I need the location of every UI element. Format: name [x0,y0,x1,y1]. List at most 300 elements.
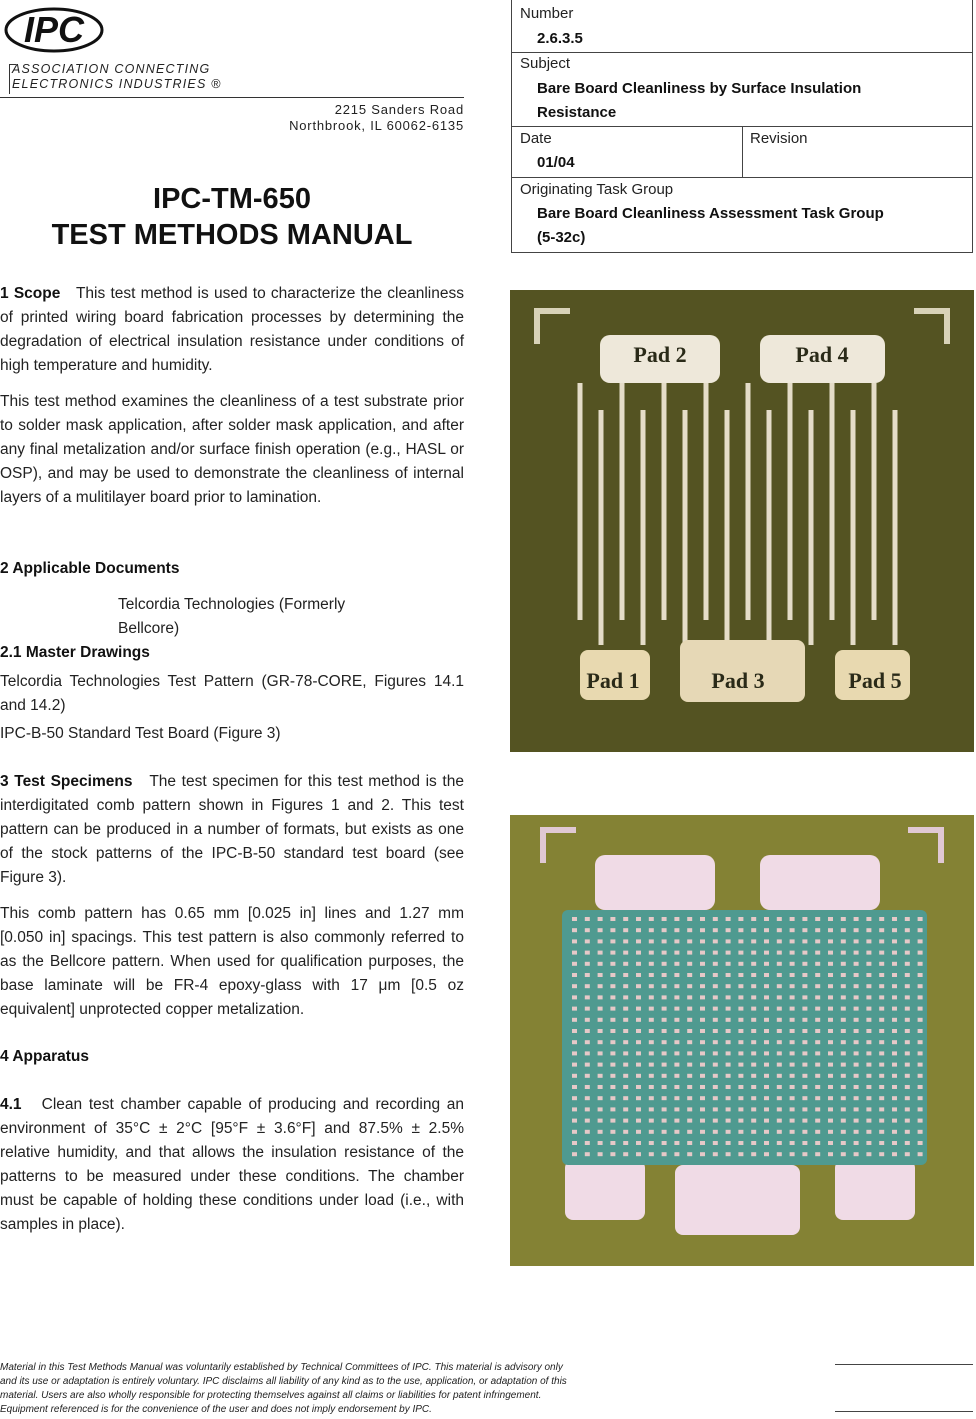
mask-opening [713,962,718,966]
mask-opening [610,1074,615,1078]
mask-opening [598,1040,603,1044]
mask-opening [802,995,807,999]
mask-opening [636,939,641,943]
mask-opening [854,939,859,943]
section-3 [0,770,464,1022]
mask-opening [905,1152,910,1156]
mask-opening [841,1007,846,1011]
mask-opening [879,1029,884,1033]
mask-opening [751,1074,756,1078]
mask-opening [802,1130,807,1134]
mask-opening [585,984,590,988]
mask-opening [726,928,731,932]
mask-opening [892,1074,897,1078]
mask-opening [700,1040,705,1044]
mask-opening [854,995,859,999]
mask-opening [841,1085,846,1089]
mask-opening [879,1074,884,1078]
mask-opening [790,1152,795,1156]
mask-opening [802,1085,807,1089]
mask-opening [623,973,628,977]
mask-opening [738,984,743,988]
assoc-bracket [9,64,10,94]
mask-opening [777,951,782,955]
mask-opening [892,1040,897,1044]
mask-opening [662,973,667,977]
mask-opening [623,928,628,932]
mask-opening [649,1141,654,1145]
mask-opening [662,1119,667,1123]
address-line1: 2215 Sanders Road [334,102,464,117]
mask-opening [751,984,756,988]
section-2-reference: Telcordia Technologies (Formerly Bellcore) [118,596,346,637]
mask-opening [598,984,603,988]
section-3-heading: 3 Test Specimens [0,773,133,790]
mask-opening [764,962,769,966]
mask-opening [828,995,833,999]
mask-opening [610,1063,615,1067]
mask-opening [918,951,923,955]
mask-opening [662,1074,667,1078]
section-2-1-paragraph-1: Telcordia Technologies Test Pattern (GR-78-CORE, Figures 14.1 and 14.2) [0,673,464,714]
mask-opening [777,1119,782,1123]
revision-label: Revision [750,130,808,147]
section-3-paragraph-2: This comb pattern has 0.65 mm [0.025 in] lines and 1.27 mm [0.050 in] spacings. This test pattern is also commonly referred to as the Bellcore pattern. When used for qualification purposes, the base laminate will be FR-4 epoxy-glass with 17 μm [0.5 oz equivalent] unprotected copper metalization. [0,905,464,1018]
mask-opening [841,984,846,988]
mask-opening [649,939,654,943]
mask-opening [764,995,769,999]
disclaimer-line4: Equipment referenced is for the convenience of the user and does not imply endorsement by IPC. [0,1404,432,1415]
mask-opening [905,984,910,988]
mask-opening [598,995,603,999]
mask-opening [802,973,807,977]
mask-opening [854,1007,859,1011]
mask-opening [713,1107,718,1111]
mask-opening [751,1018,756,1022]
mask-opening [610,1007,615,1011]
mask-opening [854,984,859,988]
mask-opening [879,1107,884,1111]
mask-opening [918,995,923,999]
mask-opening [700,1130,705,1134]
mask-opening [790,1018,795,1022]
mask-opening [815,1141,820,1145]
mask-opening [713,1063,718,1067]
mask-opening [751,1119,756,1123]
mask-opening [918,1152,923,1156]
mask-opening [687,995,692,999]
mask-opening [662,928,667,932]
mask-opening [828,973,833,977]
mask-opening [738,1152,743,1156]
mask-opening [713,1085,718,1089]
mask-opening [585,1029,590,1033]
footer-rule-bottom [835,1411,973,1412]
mask-opening [636,1141,641,1145]
mask-opening [738,1040,743,1044]
mask-opening [572,1152,577,1156]
mask-opening [572,1018,577,1022]
mask-opening [585,1152,590,1156]
mask-opening [905,1130,910,1134]
date-label: Date [520,130,552,147]
mask-opening [866,984,871,988]
mask-opening [700,962,705,966]
mask-opening [802,951,807,955]
mask-opening [687,1141,692,1145]
mask-opening [623,1085,628,1089]
mask-opening [879,1007,884,1011]
pad-4-label: Pad 4 [795,342,849,367]
mask-opening [726,1018,731,1022]
mask-opening [764,973,769,977]
mask-opening [841,1107,846,1111]
mask-opening [649,995,654,999]
mask-opening [815,1051,820,1055]
mask-opening [828,917,833,921]
mask-opening [764,1029,769,1033]
mask-opening [713,1096,718,1100]
mask-opening [905,1096,910,1100]
mask-opening [726,1107,731,1111]
mask-opening [623,1152,628,1156]
mask-opening [790,939,795,943]
mask-opening [610,1018,615,1022]
mask-opening [649,928,654,932]
mask-opening [738,995,743,999]
mask-opening [777,1040,782,1044]
mask-opening [610,1096,615,1100]
mask-opening [828,1130,833,1134]
section-2-1 [0,670,464,746]
mask-opening [700,1107,705,1111]
mask-opening [866,951,871,955]
solder-mask-pattern-photo [510,815,974,1266]
mask-opening [636,962,641,966]
mask-opening [598,1141,603,1145]
mask-opening [866,1051,871,1055]
mask-opening [636,1085,641,1089]
mask-opening [918,1130,923,1134]
mask-opening [649,1029,654,1033]
mask-opening [879,939,884,943]
subject-line2: Resistance [537,104,617,121]
mask-opening [674,1141,679,1145]
table-divider [512,177,972,178]
mask-opening [892,1119,897,1123]
mask-opening [649,962,654,966]
mask-opening [854,1096,859,1100]
mask-opening [790,1085,795,1089]
mask-opening [623,1063,628,1067]
mask-opening [854,928,859,932]
mask-opening [802,1074,807,1078]
mask-opening [866,1141,871,1145]
mask-opening [854,1074,859,1078]
mask-opening [585,995,590,999]
address-line2: Northbrook, IL 60062-6135 [289,118,464,133]
mask-opening [700,1141,705,1145]
mask-opening [662,1085,667,1089]
mask-opening [623,1029,628,1033]
mask-opening [610,1107,615,1111]
mask-opening [918,1074,923,1078]
mask-opening [585,928,590,932]
mask-opening [598,939,603,943]
mask-opening [866,1018,871,1022]
mask-opening [841,962,846,966]
mask-opening [738,1141,743,1145]
mask-opening [764,1040,769,1044]
mask-opening [623,1040,628,1044]
mask-opening [751,1130,756,1134]
mask-opening [905,917,910,921]
mask-opening [700,1063,705,1067]
mask-opening [790,1040,795,1044]
mask-opening [892,1130,897,1134]
mask-opening [700,939,705,943]
mask-opening [700,973,705,977]
mask-opening [764,1074,769,1078]
mask-opening [777,917,782,921]
mask-opening [815,917,820,921]
mask-opening [700,984,705,988]
mask-opening [879,1130,884,1134]
mask-opening [610,1051,615,1055]
mask-opening [572,928,577,932]
mask-opening [687,1152,692,1156]
mask-opening [828,1107,833,1111]
mask-opening [713,1007,718,1011]
mask-opening [854,1063,859,1067]
mask-opening [828,1141,833,1145]
mask-opening [892,1096,897,1100]
mask-opening [674,1152,679,1156]
mask-opening [636,1063,641,1067]
mask-opening [751,995,756,999]
mask-opening [764,917,769,921]
mask-opening [636,995,641,999]
mask-opening [790,1051,795,1055]
mask-opening [598,1152,603,1156]
mask-opening [687,951,692,955]
mask-opening [841,951,846,955]
mask-opening [598,928,603,932]
mask-opening [598,1029,603,1033]
mask-opening [662,917,667,921]
mask-opening [815,1018,820,1022]
mask-opening [572,1130,577,1134]
mask-opening [585,939,590,943]
pad-5-label: Pad 5 [848,668,902,693]
mask-opening [777,1029,782,1033]
mask-opening [802,1063,807,1067]
mask-opening [662,1018,667,1022]
mask-opening [790,1141,795,1145]
mask-opening [879,1141,884,1145]
mask-opening [726,939,731,943]
mask-opening [879,984,884,988]
mask-opening [713,1130,718,1134]
mask-opening [918,1018,923,1022]
association-line1: ASSOCIATION CONNECTING [12,62,211,76]
mask-opening [892,1018,897,1022]
mask-opening [866,939,871,943]
mask-opening [815,1007,820,1011]
mask-opening [610,1119,615,1123]
mask-opening [751,951,756,955]
mask-opening [598,1018,603,1022]
mask-opening [623,917,628,921]
mask-opening [674,928,679,932]
table-divider [512,52,972,53]
mask-opening [764,1119,769,1123]
mask-opening [905,1063,910,1067]
mask-opening [700,995,705,999]
mask-opening [751,1107,756,1111]
mask-opening [636,1119,641,1123]
mask-opening [636,1130,641,1134]
mask-opening [738,1063,743,1067]
mask-opening [815,1029,820,1033]
mask-opening [828,1007,833,1011]
mask-opening [841,1063,846,1067]
mask-opening [610,1130,615,1134]
mask-opening [713,973,718,977]
mask-opening [649,1107,654,1111]
mask-opening [572,1040,577,1044]
mask-opening [572,951,577,955]
mask-opening [815,928,820,932]
mask-opening [777,984,782,988]
mask-opening [636,1107,641,1111]
mask-opening [649,1063,654,1067]
mask-opening [841,1029,846,1033]
mask-opening [674,1051,679,1055]
subject-line1: Bare Board Cleanliness by Surface Insulation [537,80,862,97]
pad-2-label: Pad 2 [633,342,687,367]
mask-opening [572,1063,577,1067]
mask-opening [585,962,590,966]
mask-opening [636,1074,641,1078]
mask-opening [572,1119,577,1123]
mask-opening [790,962,795,966]
mask-opening [662,995,667,999]
mask-opening [738,1074,743,1078]
mask-opening [854,1152,859,1156]
mask-opening [610,1152,615,1156]
mask-opening [610,928,615,932]
mask-opening [751,1007,756,1011]
mask-opening [674,973,679,977]
mask-opening [662,1152,667,1156]
mask-opening [815,1096,820,1100]
mask-opening [764,1007,769,1011]
mask-opening [866,1007,871,1011]
mask-opening [802,1141,807,1145]
mask-opening [674,1063,679,1067]
mask-opening [662,1007,667,1011]
mask-opening [866,1029,871,1033]
association-name [12,62,222,92]
mask-opening [828,962,833,966]
mask-opening [738,1085,743,1089]
mask-opening [649,984,654,988]
mask-opening [572,1074,577,1078]
mask-opening [866,1040,871,1044]
mask-opening [585,1040,590,1044]
mask-opening [879,962,884,966]
mask-opening [866,928,871,932]
mask-opening [636,1018,641,1022]
mask-opening [662,1029,667,1033]
mask-opening [892,951,897,955]
mask-opening [815,1152,820,1156]
mask-opening [610,1029,615,1033]
mask-opening [662,1130,667,1134]
mask-opening [790,973,795,977]
mask-opening [649,1152,654,1156]
mask-opening [815,973,820,977]
mask-opening [892,1141,897,1145]
mask-opening [687,1029,692,1033]
mask-opening [726,962,731,966]
mask-opening [610,973,615,977]
mask-opening [687,1096,692,1100]
mask-opening [854,1085,859,1089]
mask-opening [751,1051,756,1055]
mask-opening [700,1119,705,1123]
mask-opening [738,973,743,977]
mask-opening [854,1119,859,1123]
mask-opening [815,1063,820,1067]
mask-opening [790,1063,795,1067]
mask-opening [841,928,846,932]
mask-opening [854,962,859,966]
mask-opening [636,1152,641,1156]
mask-opening [905,973,910,977]
mask-opening [854,1040,859,1044]
mask-opening [623,1096,628,1100]
mask-opening [738,917,743,921]
mask-opening [905,1085,910,1089]
mask-opening [598,1051,603,1055]
mask-opening [815,1074,820,1078]
mask-opening [918,1085,923,1089]
task-group-line1: Bare Board Cleanliness Assessment Task Group [537,205,884,222]
mask-opening [815,962,820,966]
mask-opening [777,939,782,943]
mask-opening [598,1119,603,1123]
mask-opening [764,1130,769,1134]
mask-opening [726,1085,731,1089]
mask-opening [828,984,833,988]
mask-opening [828,928,833,932]
mask-opening [866,973,871,977]
mask-opening [828,1029,833,1033]
mask-opening [610,939,615,943]
mask-opening [662,1141,667,1145]
mask-opening [713,917,718,921]
task-group-line2: (5-32c) [537,229,586,246]
mask-opening [802,939,807,943]
mask-opening [879,1018,884,1022]
header-rule [0,97,464,98]
mask-opening [905,928,910,932]
mask-opening [585,951,590,955]
mask-opening [841,995,846,999]
mask-opening [585,1096,590,1100]
